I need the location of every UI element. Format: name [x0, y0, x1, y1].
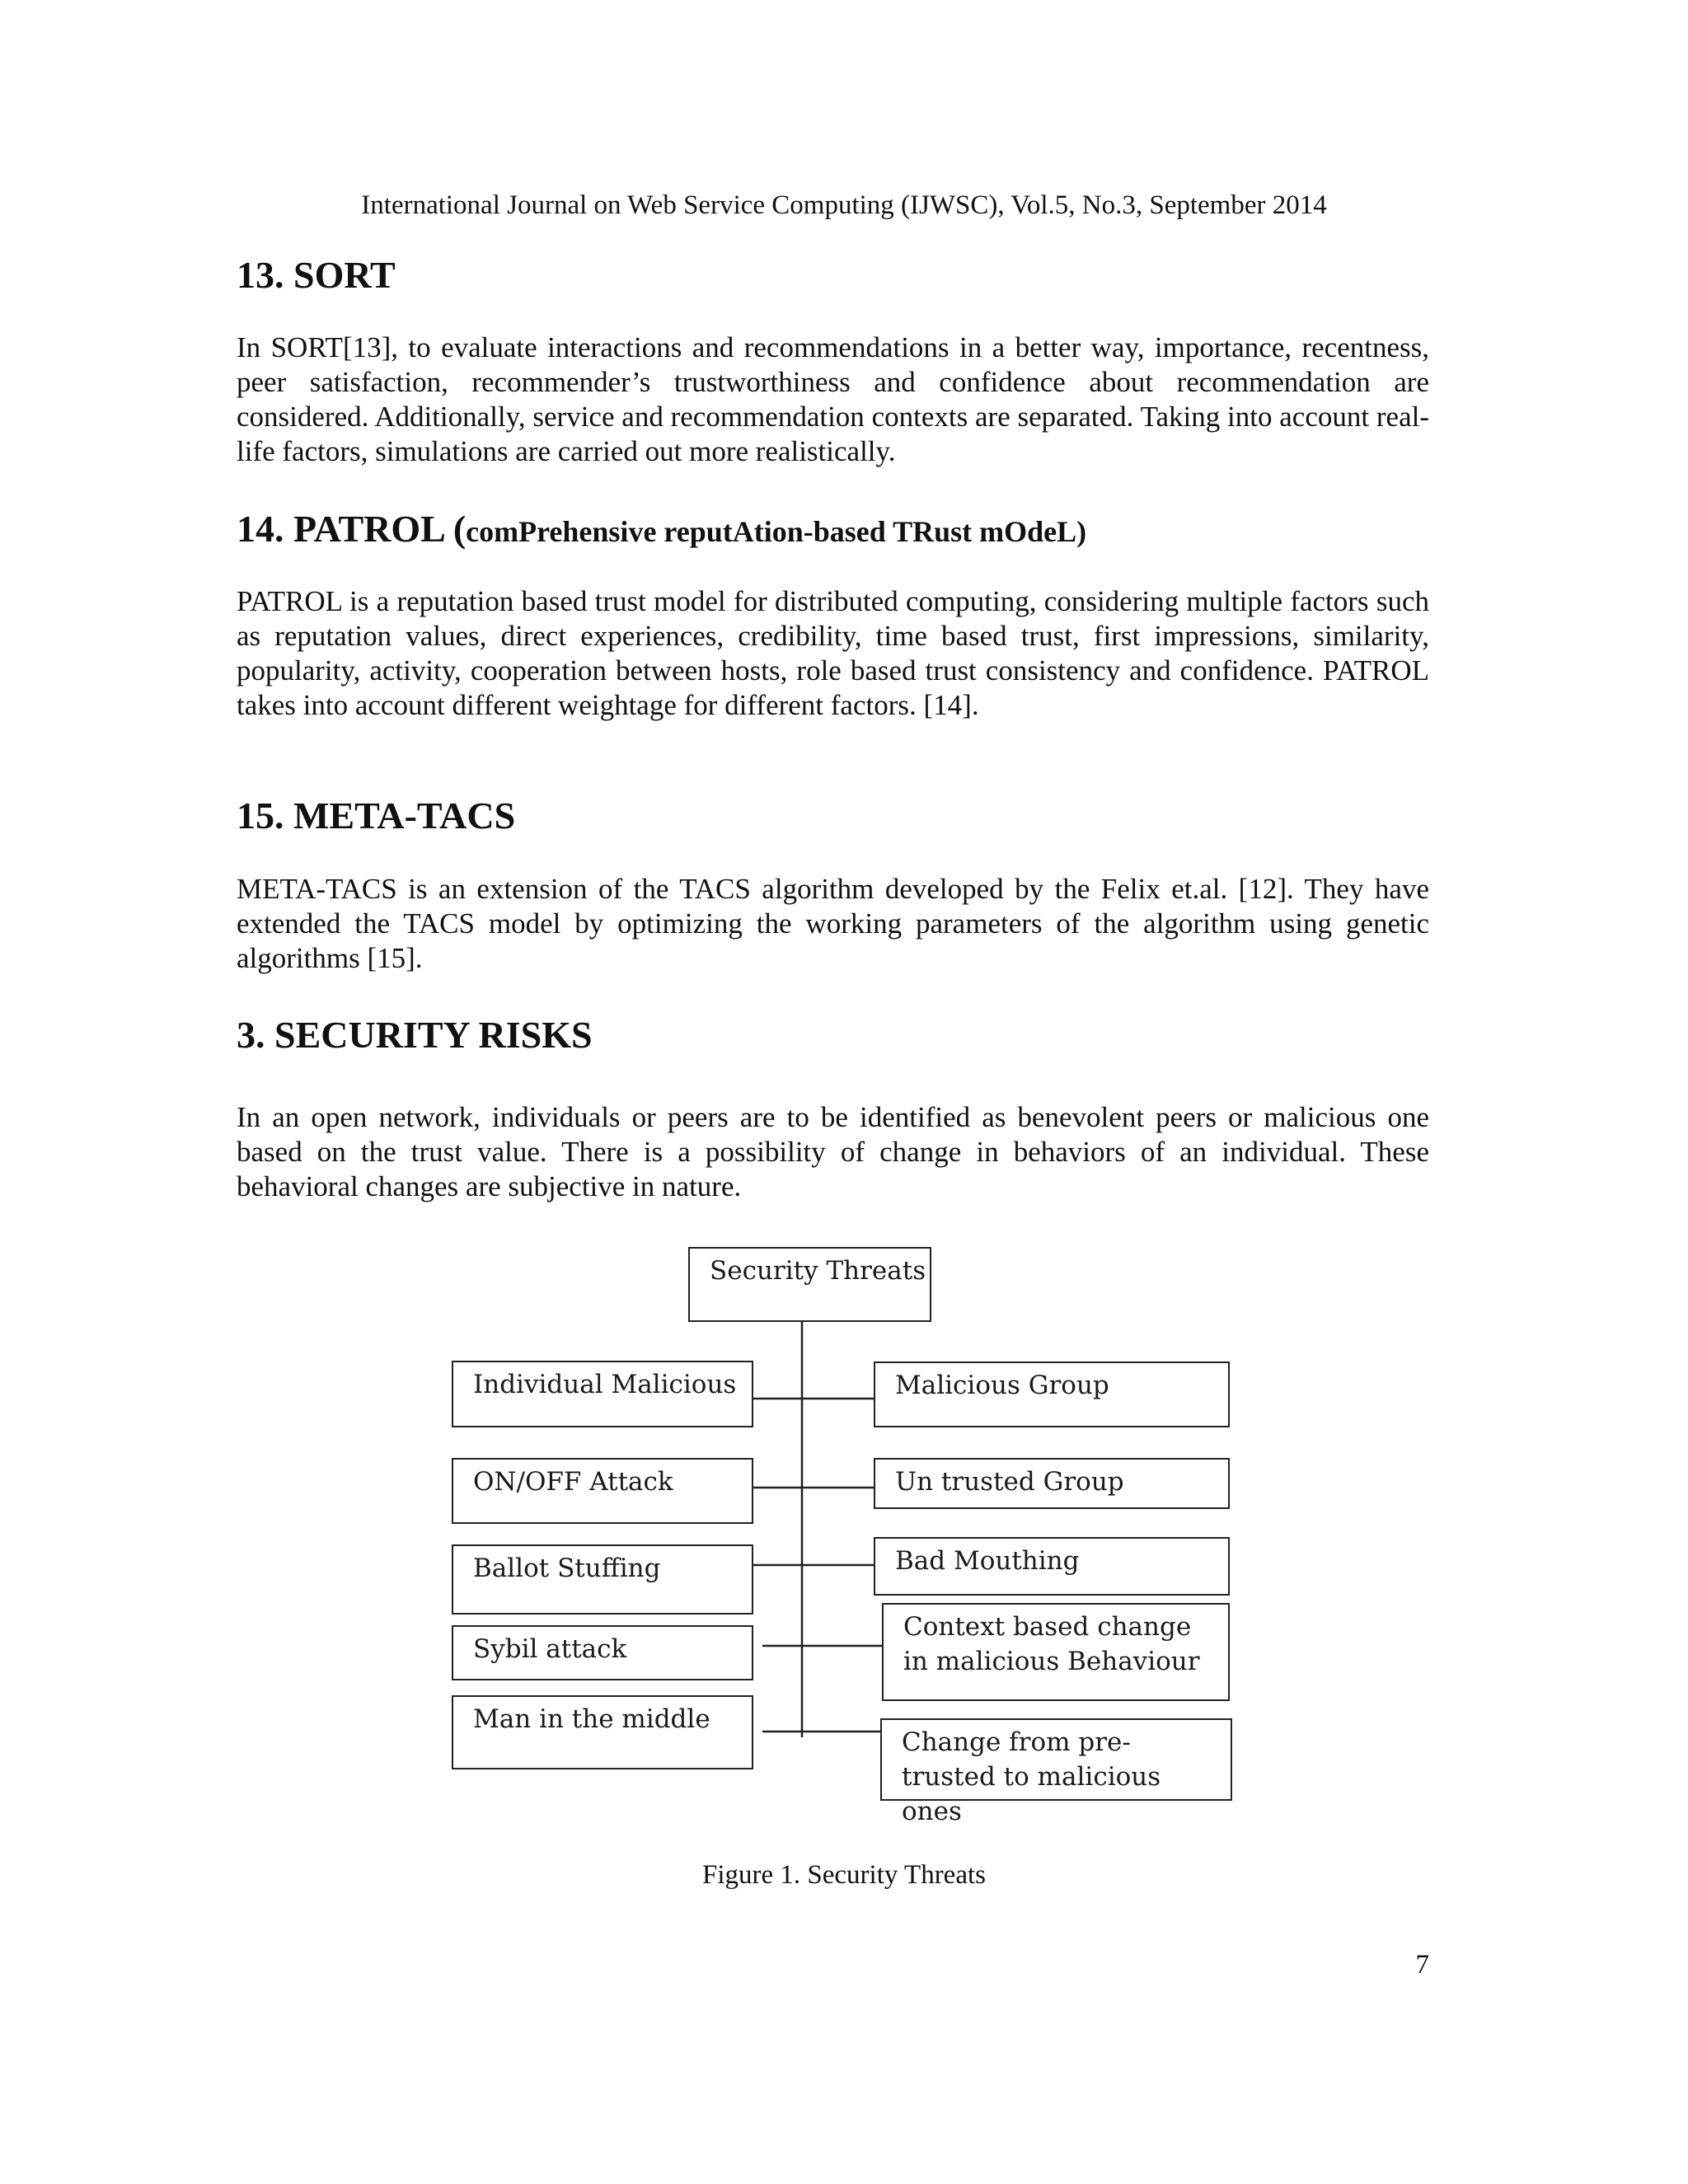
figure-left-item: Ballot Stuffing: [452, 1544, 753, 1615]
section-heading-sort: 13. SORT: [237, 254, 396, 296]
section-paragraph-patrol: PATROL is a reputation based trust model for distributed computing, considering multiple factors such as reputation values, direct experiences, credibility, time based trust, first impressions, similarity, popularity, activity, cooperation between hosts, role based trust consistency and confidence. PATROL takes into account different weightage for different factors. [14].: [237, 585, 1429, 721]
figure-right-item: Malicious Group: [874, 1361, 1230, 1427]
section-heading-patrol: [237, 506, 1086, 555]
figure-right-item: Un trusted Group: [874, 1458, 1230, 1509]
figure-left-item: Man in the middle: [452, 1695, 753, 1769]
figure-caption: Figure 1. Security Threats: [702, 1860, 986, 1890]
figure-left-item: Sybil attack: [452, 1625, 753, 1680]
page-number: 7: [1415, 1950, 1429, 1980]
figure-right-item: Bad Mouthing: [874, 1537, 1230, 1596]
section-paragraph-meta-tacs: META-TACS is an extension of the TACS algorithm developed by the Felix et.al. [12]. They have extended the TACS model by optimizing the working parameters of the algorithm using genetic algorithms [15].: [237, 873, 1429, 974]
figure-left-item: Individual Malicious: [452, 1361, 753, 1427]
figure-root-box: Security Threats: [688, 1247, 931, 1322]
section-heading-meta-tacs: 15. META-TACS: [237, 794, 516, 837]
section-paragraph-sort: In SORT[13], to evaluate interactions and recommendations in a better way, importance, recentness, peer satisfaction, recommender’s trustworthiness and confidence about recommendation are considered. Additionally, service and recommendation contexts are separated. Taking into account real-life factors, simulations are carried out more realistically.: [237, 331, 1429, 467]
section-heading-security-risks: 3. SECURITY RISKS: [237, 1014, 593, 1056]
running-header: International Journal on Web Service Computing (IJWSC), Vol.5, No.3, September 2014: [361, 190, 1327, 220]
figure-left-item: ON/OFF Attack: [452, 1458, 753, 1524]
section-heading-patrol-main: 14. PATROL (: [237, 508, 467, 550]
figure-right-item: Change from pre-trusted to malicious ones: [880, 1718, 1232, 1801]
figure-right-item: Context based change in malicious Behaviour: [882, 1603, 1230, 1701]
section-heading-patrol-subtitle: comPrehensive reputAtion-based TRust mOdeL): [466, 515, 1087, 548]
section-paragraph-security-risks: In an open network, individuals or peers are to be identified as benevolent peers or malicious one based on the trust value. There is a possibility of change in behaviors of an individual. These behavioral changes are subjective in nature.: [237, 1101, 1429, 1202]
